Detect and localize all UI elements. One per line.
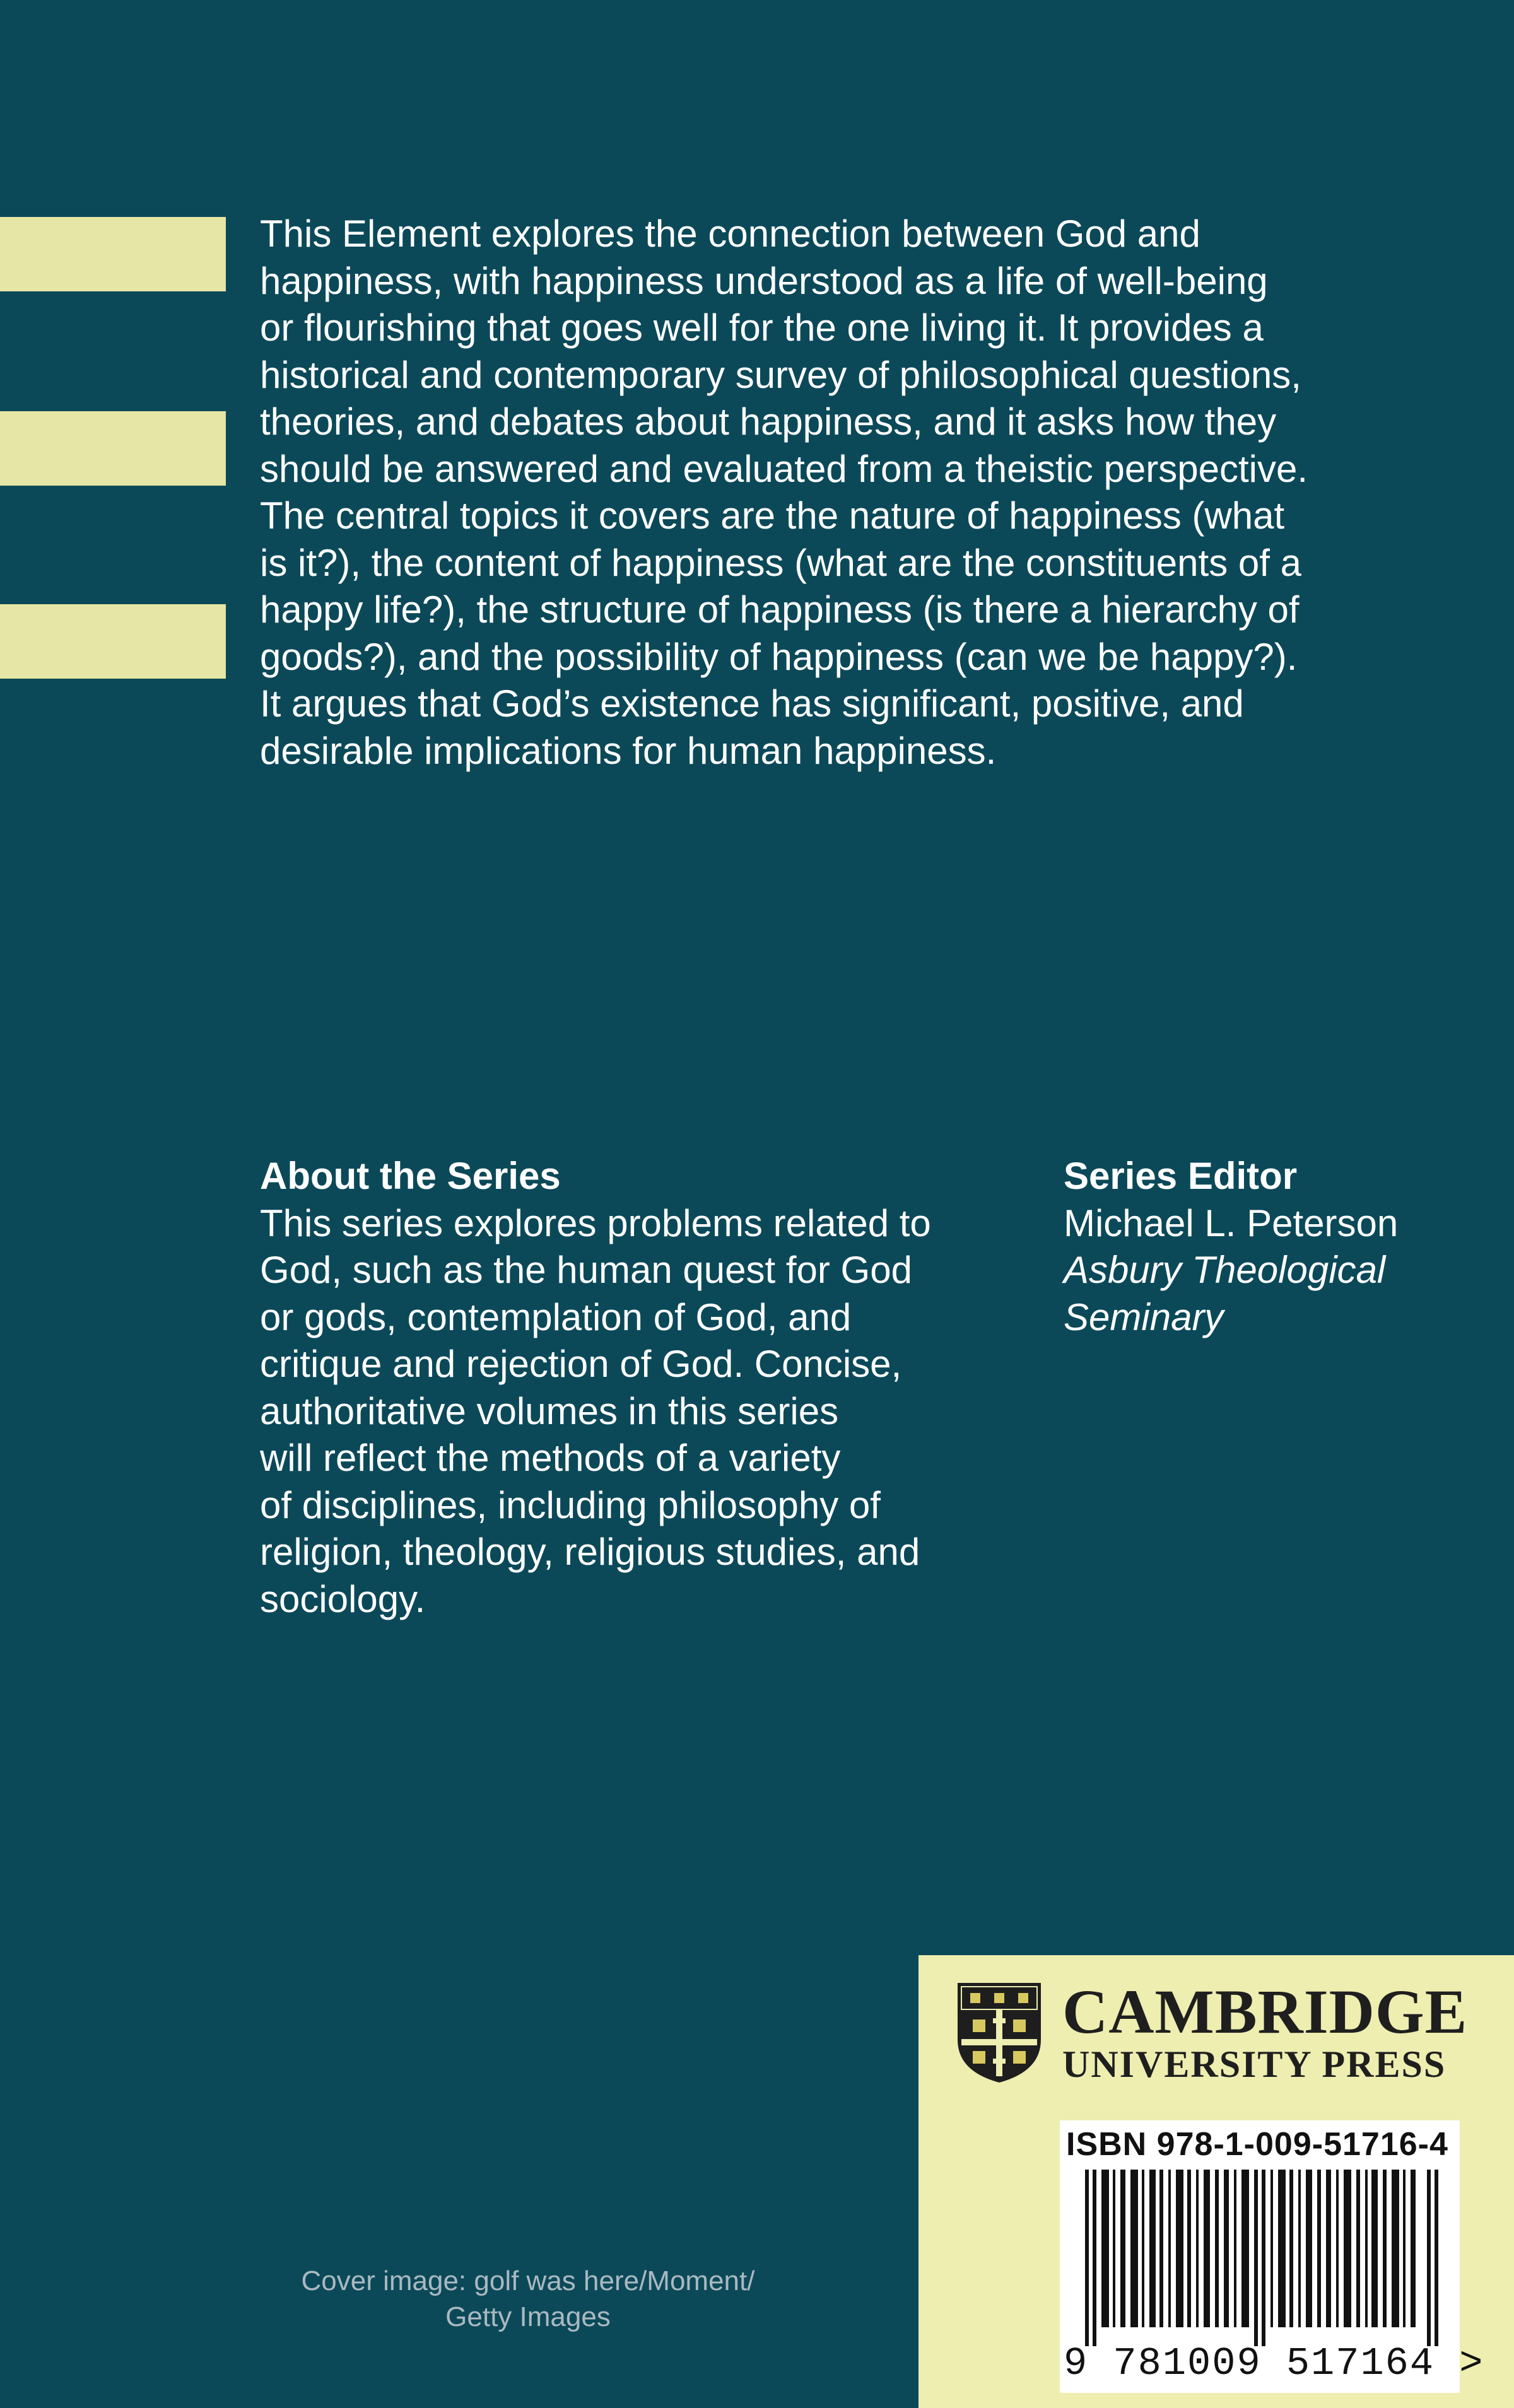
isbn-label: ISBN 978-1-009-51716-4 <box>1066 2126 1448 2163</box>
about-series-line: sociology. <box>260 1577 426 1620</box>
series-editor-name: Michael L. Peterson <box>1064 1201 1399 1244</box>
about-series-heading: About the Series <box>260 1155 561 1197</box>
blurb-line: historical and contemporary survey of philosophical questions, <box>260 353 1301 396</box>
blurb-line: This Element explores the connection between God and <box>260 213 1200 255</box>
blurb-line: It argues that God’s existence has significant, positive, and <box>260 682 1244 725</box>
accent-stripe-top <box>0 217 226 291</box>
series-editor-affiliation: Seminary <box>1064 1295 1224 1338</box>
barcode <box>1060 2120 1484 2393</box>
about-series-line: critique and rejection of God. Concise, <box>260 1343 902 1385</box>
series-editor-section <box>1064 1153 1467 1341</box>
about-series-section <box>260 1153 1017 1623</box>
publisher-name-line2: UNIVERSITY PRESS <box>1062 2043 1447 2085</box>
barcode-digits: 9 781009 517164 > <box>1064 2341 1484 2386</box>
blurb-line: theories, and debates about happiness, and it asks how they <box>260 400 1277 443</box>
blurb-line: happy life?), the structure of happiness (is there a hierarchy of <box>260 588 1300 631</box>
publisher-name <box>1062 1977 1468 2085</box>
accent-stripe-middle <box>0 411 226 486</box>
book-blurb <box>260 211 1421 774</box>
blurb-line: should be answered and evaluated from a theistic perspective. <box>260 447 1308 490</box>
blurb-line: The central topics it covers are the nature of happiness (what <box>260 494 1285 537</box>
barcode-bars <box>1085 2170 1438 2346</box>
about-series-line: or gods, contemplation of God, and <box>260 1295 852 1338</box>
blurb-line: goods?), and the possibility of happiness (can we be happy?). <box>260 635 1298 678</box>
about-series-line: of disciplines, including philosophy of <box>260 1483 881 1526</box>
blurb-line: happiness, with happiness understood as a life of well-being <box>260 259 1268 302</box>
credit-line: Cover image: golf was here/Moment/ <box>301 2265 755 2296</box>
publisher-panel <box>918 1955 1514 2408</box>
series-editor-affiliation: Asbury Theological <box>1064 1249 1386 1291</box>
credit-line: Getty Images <box>445 2301 611 2332</box>
about-series-line: This series explores problems related to <box>260 1201 931 1244</box>
about-series-line: God, such as the human quest for God <box>260 1249 912 1291</box>
blurb-line: or flourishing that goes well for the one living it. It provides a <box>260 307 1264 349</box>
blurb-line: is it?), the content of happiness (what are the constituents of a <box>260 541 1301 584</box>
about-series-line: religion, theology, religious studies, and <box>260 1531 920 1573</box>
series-editor-heading: Series Editor <box>1064 1155 1298 1197</box>
about-series-line: authoritative volumes in this series <box>260 1389 839 1432</box>
blurb-line: desirable implications for human happiness. <box>260 729 997 772</box>
cover-image-credit <box>260 2263 796 2335</box>
publisher-name-line1: CAMBRIDGE <box>1062 1977 1468 2047</box>
crest-icon <box>956 1982 1042 2084</box>
about-series-line: will reflect the methods of a variety <box>260 1437 841 1479</box>
accent-stripe-bottom <box>0 604 226 679</box>
